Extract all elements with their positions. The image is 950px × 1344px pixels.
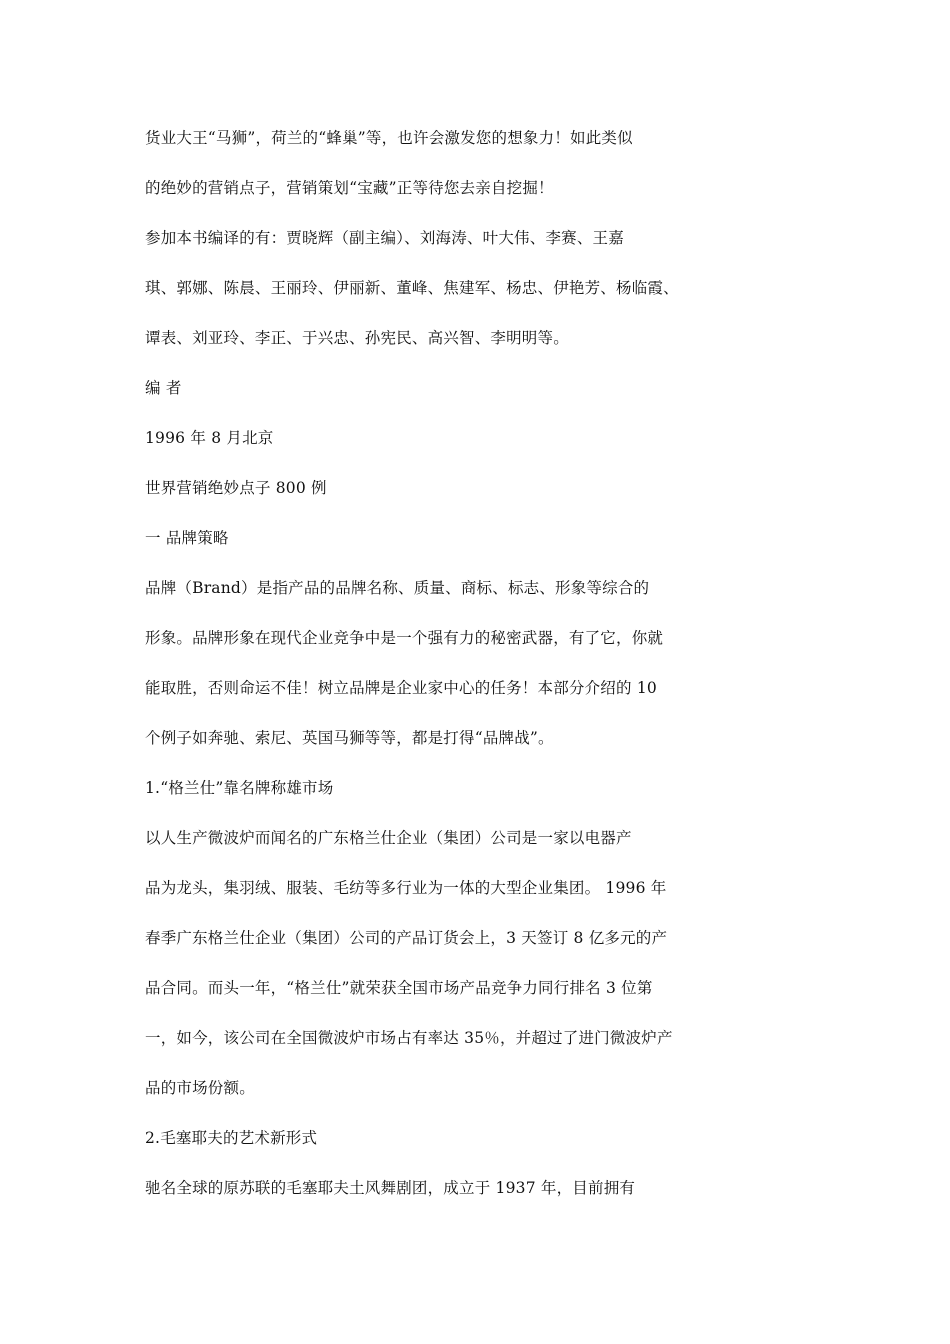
text-line: 货业大王“马狮”，荷兰的“蜂巢”等，也许会激发您的想象力！如此类似 [145, 129, 633, 147]
book-title: 世界营销绝妙点子 800 例 [145, 479, 327, 497]
text-line: 谭表、刘亚玲、李正、于兴忠、孙宪民、高兴智、李明明等。 [145, 329, 569, 347]
text-line: 品合同。而头一年，“格兰仕”就荣获全国市场产品竞争力同行排名 3 位第 [145, 979, 653, 997]
date-line: 1996 年 8 月北京 [145, 429, 274, 447]
section-heading: 2.毛塞耶夫的艺术新形式 [145, 1129, 318, 1147]
text-line: 形象。品牌形象在现代企业竞争中是一个强有力的秘密武器，有了它，你就 [145, 629, 664, 647]
text-line: 春季广东格兰仕企业（集团）公司的产品订货会上，3 天签订 8 亿多元的产 [145, 929, 668, 947]
text-line: 以人生产微波炉而闻名的广东格兰仕企业（集团）公司是一家以电器产 [145, 829, 632, 847]
signature-label: 编 者 [145, 379, 182, 397]
text-line: 一，如今，该公司在全国微波炉市场占有率达 35％，并超过了进门微波炉产 [145, 1029, 673, 1047]
chapter-heading: 一 品牌策略 [145, 529, 229, 547]
text-line: 能取胜，否则命运不佳！树立品牌是企业家中心的任务！本部分介绍的 10 [145, 679, 657, 697]
text-line: 参加本书编译的有：贾晓辉（副主编）、刘海涛、叶大伟、李赛、王嘉 [145, 229, 624, 247]
text-line: 品为龙头，集羽绒、服装、毛纺等多行业为一体的大型企业集团。 1996 年 [145, 879, 667, 897]
text-line: 品的市场份额。 [145, 1079, 255, 1097]
text-line: 驰名全球的原苏联的毛塞耶夫土风舞剧团，成立于 1937 年，目前拥有 [145, 1179, 636, 1197]
text-line: 品牌（Brand）是指产品的品牌名称、质量、商标、标志、形象等综合的 [145, 579, 650, 597]
text-line: 的绝妙的营销点子，营销策划“宝藏”正等待您去亲自挖掘！ [145, 179, 554, 197]
text-line: 个例子如奔驰、索尼、英国马狮等等，都是打得“品牌战”。 [145, 729, 554, 747]
section-heading: 1.“格兰仕”靠名牌称雄市场 [145, 779, 334, 797]
text-line: 琪、郭娜、陈晨、王丽玲、伊丽新、董峰、焦建军、杨忠、伊艳芳、杨临霞、 [145, 279, 679, 297]
